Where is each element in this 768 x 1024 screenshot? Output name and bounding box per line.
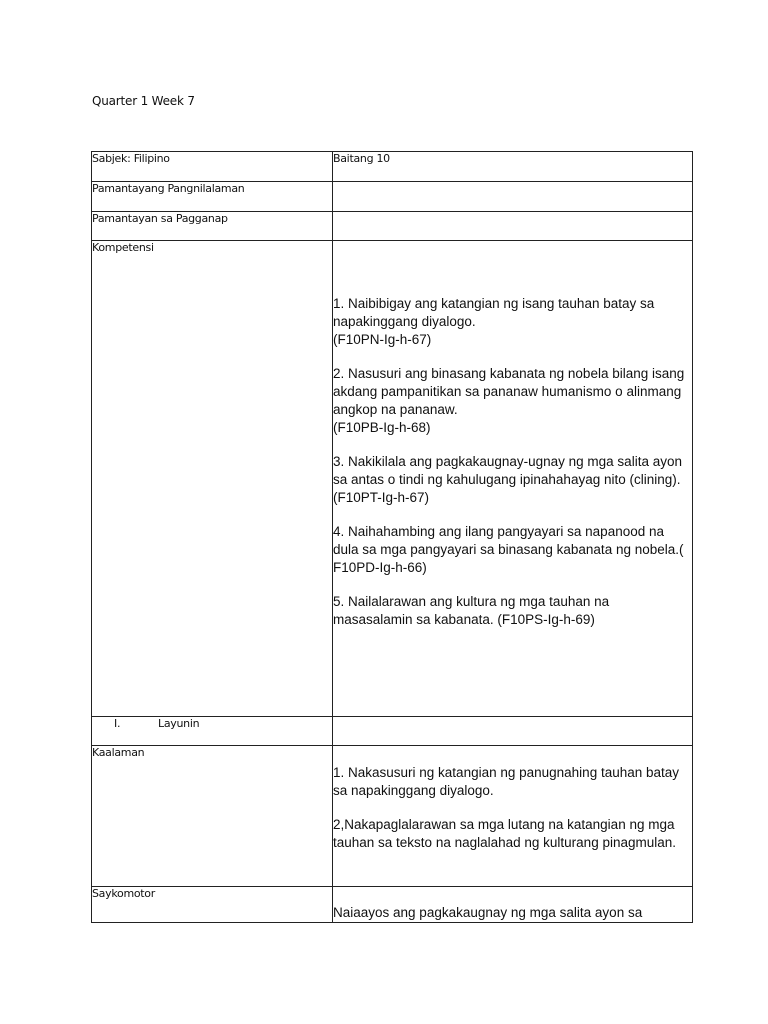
competency-item: 1. Naibibigay ang katangian ng isang tauhan batay sa napakinggang diyalogo. (F10PN-Ig-h-67) [333, 296, 655, 347]
pagganap-value [333, 212, 693, 241]
competency-item: 3. Nakikilala ang pagkakaugnay-ugnay ng mga salita ayon sa antas o tindi ng kahulugang ipinahahayag nito (clining). (F10PT-Ig-h-67) [333, 454, 682, 505]
kaalaman-label: Kaalaman [92, 746, 333, 887]
table-row-pangnilalaman [92, 182, 693, 212]
table-row-pagganap [92, 212, 693, 241]
table-row-saykomotor [92, 887, 693, 923]
section-number: I. [114, 717, 121, 730]
layunin-value [333, 717, 693, 746]
layunin-label: Layunin [158, 717, 200, 730]
kompetensi-label: Kompetensi [92, 241, 333, 717]
objective-item: Naiaayos ang pagkakaugnay ng mga salita ayon sa [333, 905, 643, 920]
layunin-cell [92, 717, 333, 746]
document-heading: Quarter 1 Week 7 [92, 94, 195, 108]
subject-label: Sabjek: Filipino [92, 152, 333, 182]
table-row-subject [92, 152, 693, 182]
table-row-kompetensi [92, 241, 693, 717]
grade-level: Baitang 10 [333, 152, 693, 182]
pagganap-label: Pamantayan sa Pagganap [92, 212, 333, 241]
kompetensi-list [333, 241, 693, 717]
objective-item: 2,Nakapaglalarawan sa mga lutang na katangian ng mga tauhan sa teksto na naglalahad ng kulturang pinagmulan. [333, 817, 677, 850]
pangnilalaman-value [333, 182, 693, 212]
lesson-plan-table [91, 151, 693, 923]
competency-item: 2. Nasusuri ang binasang kabanata ng nobela bilang isang akdang pampanitikan sa pananaw humanismo o alinmang angkop na pananaw. (F10PB-Ig-h-68) [333, 366, 685, 435]
competency-item: 5. Nailalarawan ang kultura ng mga tauhan na masasalamin sa kabanata. (F10PS-Ig-h-69) [333, 594, 610, 627]
kaalaman-list [333, 746, 693, 887]
pangnilalaman-label: Pamantayang Pangnilalaman [92, 182, 333, 212]
competency-item: 4. Naihahambing ang ilang pangyayari sa napanood na dula sa mga pangyayari sa binasang kabanata ng nobela.( F10PD-Ig-h-66) [333, 524, 684, 575]
table-row-kaalaman [92, 746, 693, 887]
objective-item: 1. Nakasusuri ng katangian ng panugnahing tauhan batay sa napakinggang diyalogo. [333, 765, 680, 798]
saykomotor-list [333, 887, 693, 923]
saykomotor-label: Saykomotor [92, 887, 333, 923]
table-row-layunin [92, 717, 693, 746]
